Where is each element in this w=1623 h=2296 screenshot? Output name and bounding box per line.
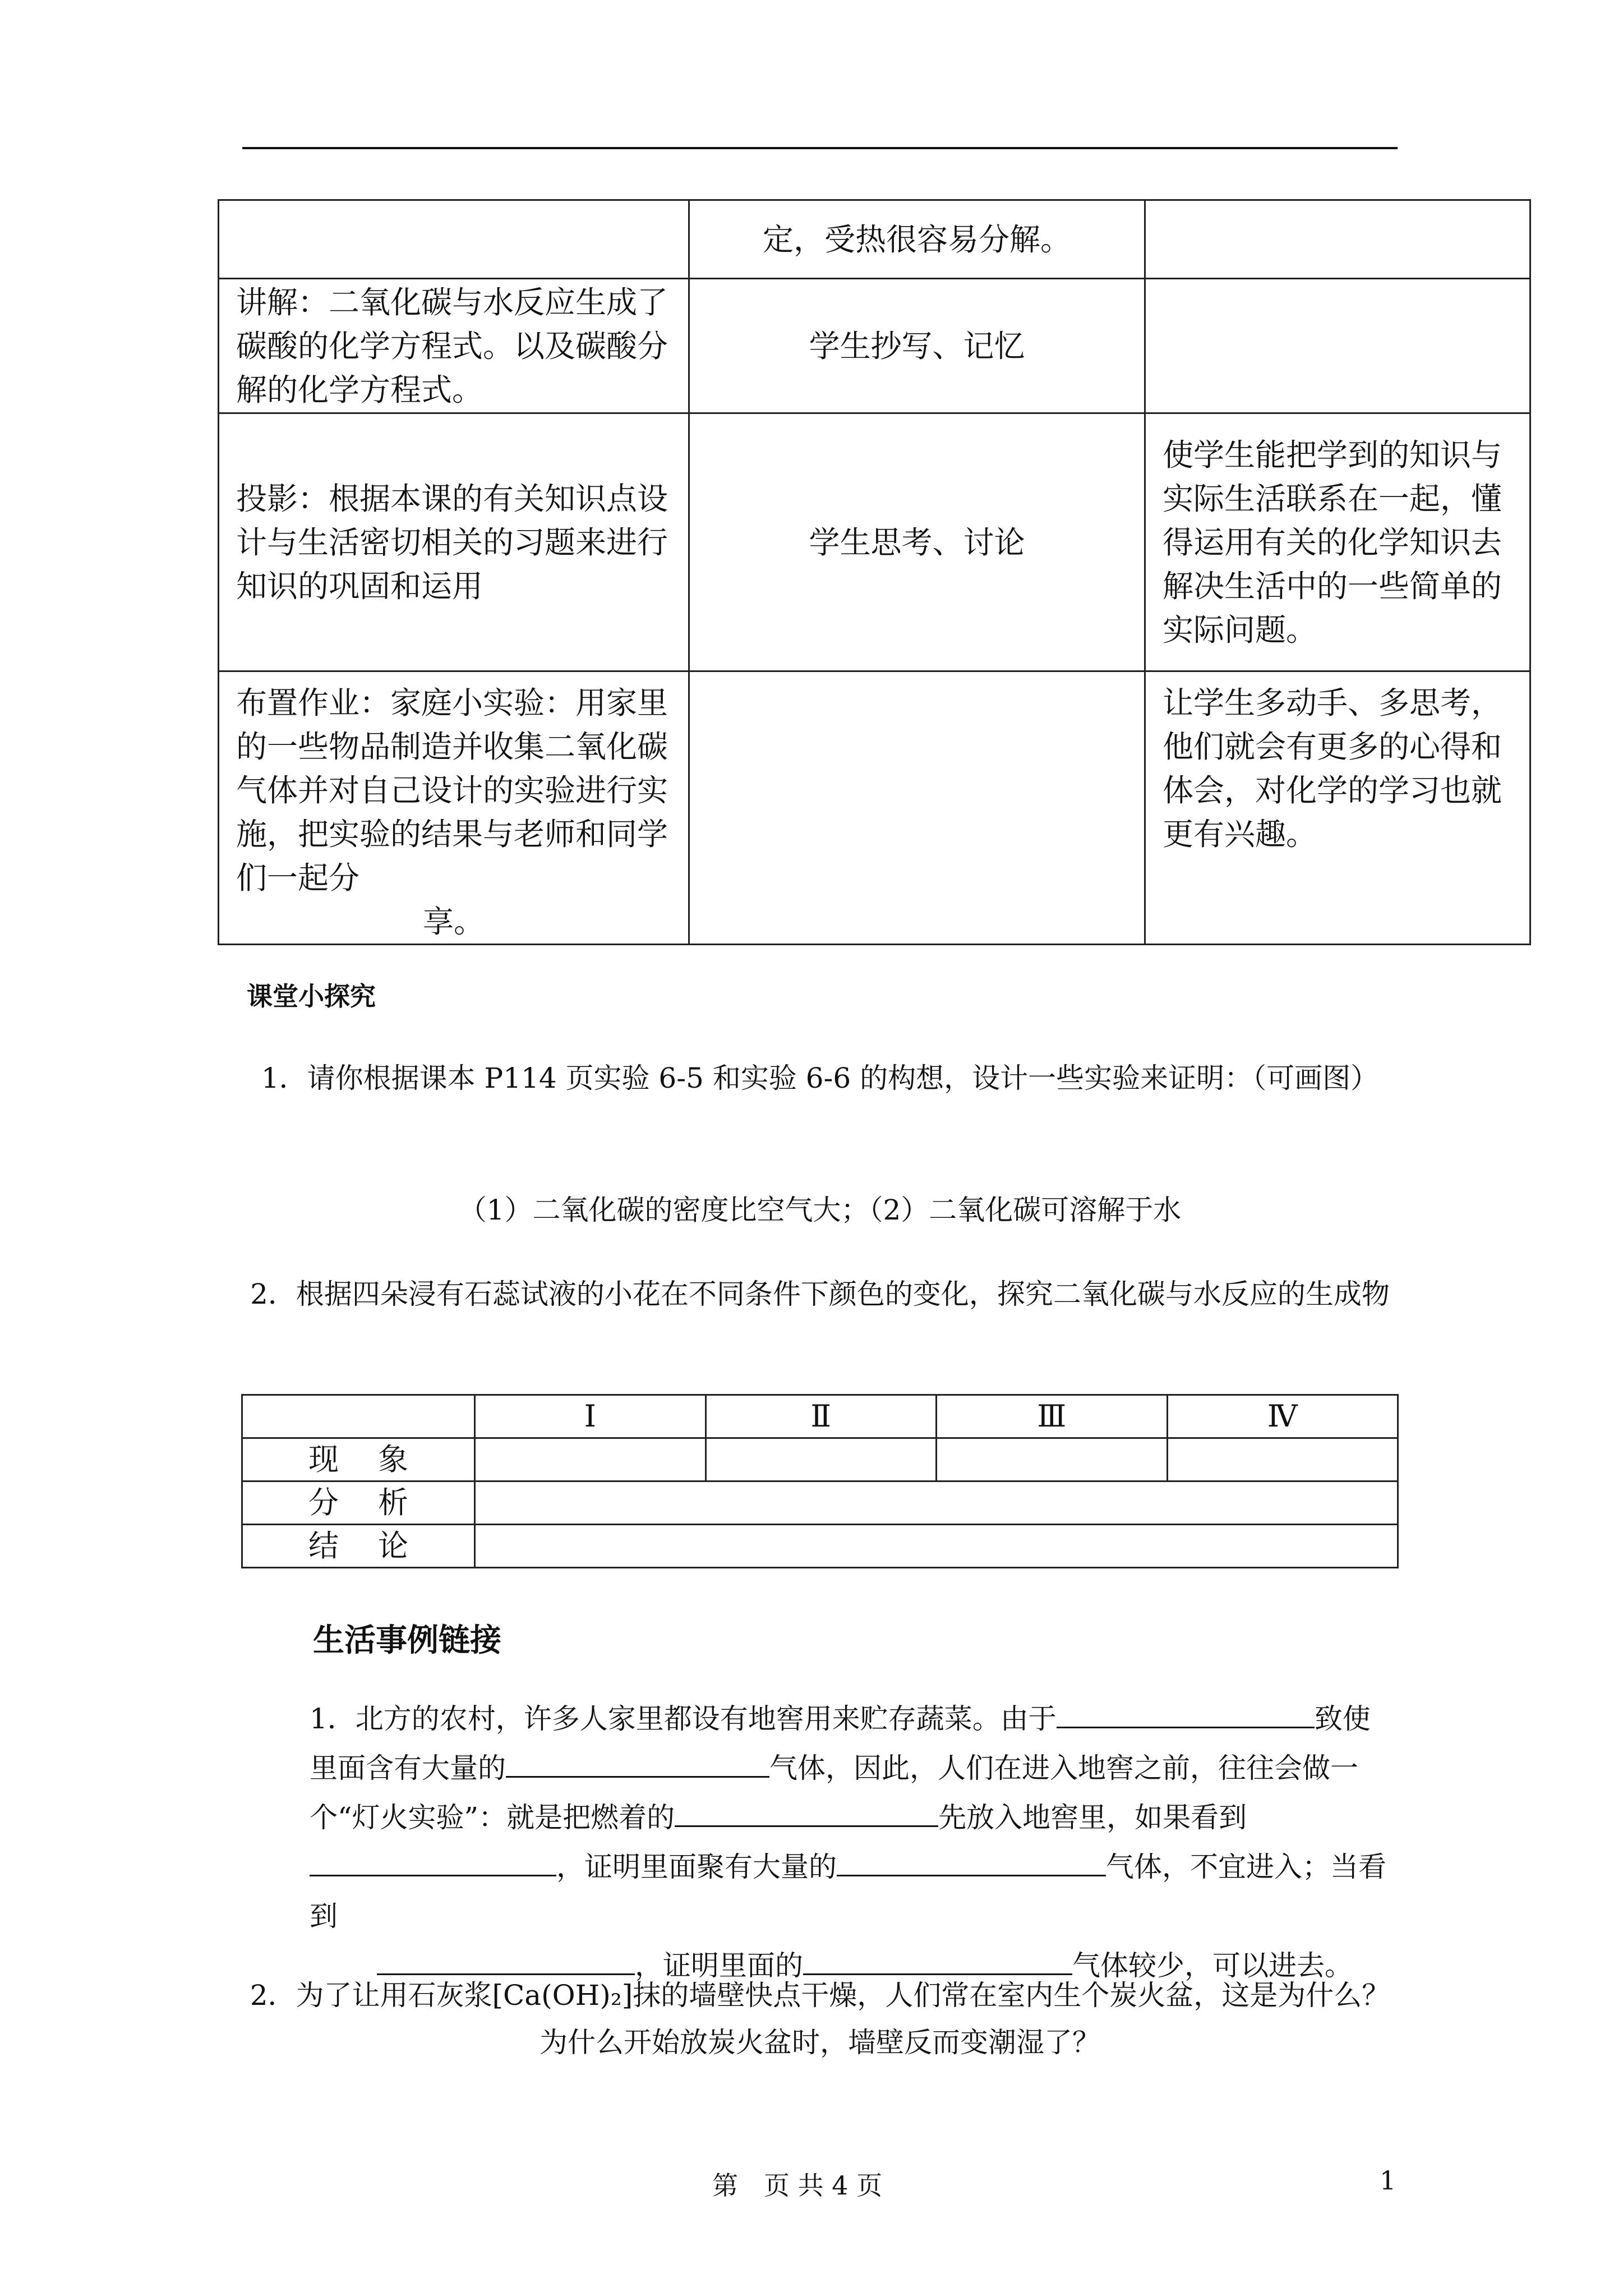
life-title: 生活事例链接 xyxy=(313,1622,501,1659)
analysis-cell[interactable] xyxy=(475,1481,1398,1525)
teacher-cell xyxy=(219,671,689,945)
student-cell: 学生抄写、记忆 xyxy=(689,279,1145,413)
row-label: 结论 xyxy=(242,1525,475,1568)
observation-cell[interactable] xyxy=(475,1438,706,1481)
fill-blank[interactable] xyxy=(803,1945,1072,1975)
conclusion-cell[interactable] xyxy=(475,1525,1398,1568)
life-question-2: 2．为了让用石灰浆[Ca(OH)₂]抹的墙壁快点干燥，人们常在室内生个炭火盆，这是为什么？为什么开始放炭火盆时，墙壁反而变潮湿了？ xyxy=(250,1979,1390,2059)
observation-table xyxy=(241,1394,1399,1568)
purpose-cell: 让学生多动手、多思考，他们就会有更多的心得和体会，对化学的学习也就更有兴趣。 xyxy=(1145,671,1530,945)
teacher-cell xyxy=(219,200,689,279)
life-question-1 xyxy=(242,1694,1398,1990)
life-q1-text: 气体较少，可以进去。 xyxy=(1072,1949,1353,1982)
student-cell: 定，受热很容易分解。 xyxy=(689,200,1145,279)
table-row xyxy=(242,1525,1398,1568)
inquiry-question-2: 2．根据四朵浸有石蕊试液的小花在不同条件下颜色的变化，探究二氧化碳与水反应的生成物 xyxy=(250,1278,1390,1310)
life-q1-text: ，证明里面的 xyxy=(635,1949,803,1982)
life-q1-line xyxy=(242,1694,1398,1990)
fill-blank[interactable] xyxy=(1057,1699,1315,1728)
table-row xyxy=(242,1481,1398,1525)
row-label: 现象 xyxy=(242,1438,475,1481)
teacher-text-tail: 享。 xyxy=(422,904,485,940)
observation-cell[interactable] xyxy=(1167,1438,1398,1481)
table-row xyxy=(219,413,1530,671)
fill-blank[interactable] xyxy=(506,1748,769,1778)
column-header: Ⅲ xyxy=(937,1395,1168,1438)
page-number: 1 xyxy=(1380,2165,1396,2196)
purpose-cell xyxy=(1145,200,1530,279)
fill-blank[interactable] xyxy=(310,1847,556,1876)
row-label: 分析 xyxy=(242,1481,475,1525)
teacher-text: 布置作业：家庭小实验：用家里的一些物品制造并收集二氧化碳气体并对自己设计的实验进行实施，把实验的结果与老师和同学们一起分 xyxy=(236,685,668,896)
lesson-table xyxy=(218,199,1531,945)
fill-blank[interactable] xyxy=(377,1945,635,1975)
table-row xyxy=(219,200,1530,279)
fill-blank[interactable] xyxy=(675,1797,938,1827)
life-q1-text: 1．北方的农村，许多人家里都设有地窖用来贮存蔬菜。由于 xyxy=(310,1703,1057,1735)
column-header: Ⅰ xyxy=(475,1395,706,1438)
page-footer-label: 第 页 共 4 页 xyxy=(712,2170,883,2201)
corner-cell xyxy=(242,1395,475,1438)
life-q1-text: 气体，不宜进入；当看到 xyxy=(310,1851,1386,1932)
table-row xyxy=(242,1438,1398,1481)
inquiry-question-1: 1．请你根据课本 P114 页实验 6-5 和实验 6-6 的构想，设计一些实验来证明：（可画图） xyxy=(261,1062,1379,1094)
purpose-cell: 使学生能把学到的知识与实际生活联系在一起，懂得运用有关的化学知识去解决生活中的一些简单的实际问题。 xyxy=(1145,413,1530,671)
header-rule xyxy=(242,147,1398,149)
life-q1-text: 致使里面含有大量的 xyxy=(310,1703,1371,1784)
teacher-cell: 讲解：二氧化碳与水反应生成了碳酸的化学方程式。以及碳酸分解的化学方程式。 xyxy=(219,279,689,413)
column-header: Ⅳ xyxy=(1167,1395,1398,1438)
inquiry-title: 课堂小探究 xyxy=(247,981,376,1011)
life-q1-text: ，证明里面聚有大量的 xyxy=(556,1851,837,1883)
life-q1-text: 气体，因此，人们在进入地窖之前，往往会做一个“灯火实验”：就是把燃着的 xyxy=(310,1752,1358,1834)
observation-cell[interactable] xyxy=(937,1438,1168,1481)
student-cell xyxy=(689,671,1145,945)
table-row xyxy=(219,279,1530,413)
student-cell: 学生思考、讨论 xyxy=(689,413,1145,671)
inquiry-question-1-sub: （1）二氧化碳的密度比空气大；（2）二氧化碳可溶解于水 xyxy=(458,1194,1182,1226)
table-row xyxy=(219,671,1530,945)
observation-cell[interactable] xyxy=(706,1438,937,1481)
purpose-cell xyxy=(1145,279,1530,413)
fill-blank[interactable] xyxy=(837,1847,1106,1876)
table-row xyxy=(242,1395,1398,1438)
teacher-cell: 投影：根据本课的有关知识点设计与生活密切相关的习题来进行知识的巩固和运用 xyxy=(219,413,689,671)
life-q1-text: 先放入地窖里，如果看到 xyxy=(938,1801,1247,1834)
column-header: Ⅱ xyxy=(706,1395,937,1438)
